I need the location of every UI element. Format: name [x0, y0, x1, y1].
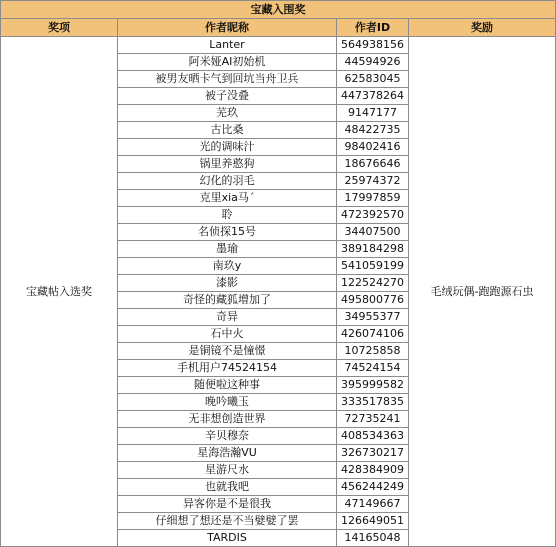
nickname-cell: 随便啦这种事 — [118, 377, 337, 394]
author-id-cell: 447378264 — [337, 88, 409, 105]
title-row — [1, 1, 556, 19]
nickname-cell: 晚吟曦玉 — [118, 394, 337, 411]
header-award: 奖项 — [1, 19, 118, 37]
author-id-cell: 72735241 — [337, 411, 409, 428]
author-id-cell: 495800776 — [337, 292, 409, 309]
nickname-cell: 锅里养憨狗 — [118, 156, 337, 173]
table-body — [1, 37, 556, 547]
author-id-cell: 98402416 — [337, 139, 409, 156]
author-id-cell: 389184298 — [337, 241, 409, 258]
author-id-cell: 426074106 — [337, 326, 409, 343]
nickname-cell: 光的调味汁 — [118, 139, 337, 156]
nickname-cell: 芜玖 — [118, 105, 337, 122]
author-id-cell: 74524154 — [337, 360, 409, 377]
author-id-cell: 10725858 — [337, 343, 409, 360]
author-id-cell: 9147177 — [337, 105, 409, 122]
author-id-cell: 456244249 — [337, 479, 409, 496]
nickname-cell: 无非想创造世界 — [118, 411, 337, 428]
nickname-cell: TARDIS — [118, 530, 337, 547]
nickname-cell: 漆影 — [118, 275, 337, 292]
nickname-cell: 也就我吧 — [118, 479, 337, 496]
header-prize: 奖励 — [409, 19, 556, 37]
nickname-cell: 仔细想了想还是不当嬖嬖了罢 — [118, 513, 337, 530]
prize-cell: 毛绒玩偶-跑跑源石虫 — [409, 37, 556, 547]
author-id-cell: 34955377 — [337, 309, 409, 326]
author-id-cell: 472392570 — [337, 207, 409, 224]
nickname-cell: 星海浩瀚VU — [118, 445, 337, 462]
author-id-cell: 17997859 — [337, 190, 409, 207]
author-id-cell: 564938156 — [337, 37, 409, 54]
award-name-cell: 宝藏帖入选奖 — [1, 37, 118, 547]
author-id-cell: 333517835 — [337, 394, 409, 411]
nickname-cell: Lanter — [118, 37, 337, 54]
nickname-cell: 南玖y — [118, 258, 337, 275]
author-id-cell: 44594926 — [337, 54, 409, 71]
nickname-cell: 手机用户74524154 — [118, 360, 337, 377]
author-id-cell: 326730217 — [337, 445, 409, 462]
nickname-cell: 奇怪的藏狐增加了 — [118, 292, 337, 309]
nickname-cell: 石中火 — [118, 326, 337, 343]
nickname-cell: 幻化的羽毛 — [118, 173, 337, 190]
nickname-cell: 被子没叠 — [118, 88, 337, 105]
header-row — [1, 19, 556, 37]
nickname-cell: 克里xia马ˊ — [118, 190, 337, 207]
author-id-cell: 14165048 — [337, 530, 409, 547]
author-id-cell: 122524270 — [337, 275, 409, 292]
author-id-cell: 62583045 — [337, 71, 409, 88]
author-id-cell: 25974372 — [337, 173, 409, 190]
author-id-cell: 126649051 — [337, 513, 409, 530]
nickname-cell: 星游尺水 — [118, 462, 337, 479]
nickname-cell: 聆 — [118, 207, 337, 224]
author-id-cell: 541059199 — [337, 258, 409, 275]
table-title: 宝藏入围奖 — [1, 1, 556, 19]
author-id-cell: 18676646 — [337, 156, 409, 173]
nickname-cell: 异客你是不是很我 — [118, 496, 337, 513]
table-row — [1, 37, 556, 54]
nickname-cell: 阿米娅AI初始机 — [118, 54, 337, 71]
author-id-cell: 408534363 — [337, 428, 409, 445]
author-id-cell: 47149667 — [337, 496, 409, 513]
author-id-cell: 34407500 — [337, 224, 409, 241]
nickname-cell: 名侦探15号 — [118, 224, 337, 241]
header-nickname: 作者昵称 — [118, 19, 337, 37]
author-id-cell: 48422735 — [337, 122, 409, 139]
nickname-cell: 墨瑜 — [118, 241, 337, 258]
nickname-cell: 是铜镜不是憧憬 — [118, 343, 337, 360]
nickname-cell: 古比桑 — [118, 122, 337, 139]
nickname-cell: 奇异 — [118, 309, 337, 326]
nickname-cell: 辛贝穆奈 — [118, 428, 337, 445]
author-id-cell: 395999582 — [337, 377, 409, 394]
nickname-cell: 被男友晒卡气到回坑当舟卫兵 — [118, 71, 337, 88]
author-id-cell: 428384909 — [337, 462, 409, 479]
header-author-id: 作者ID — [337, 19, 409, 37]
